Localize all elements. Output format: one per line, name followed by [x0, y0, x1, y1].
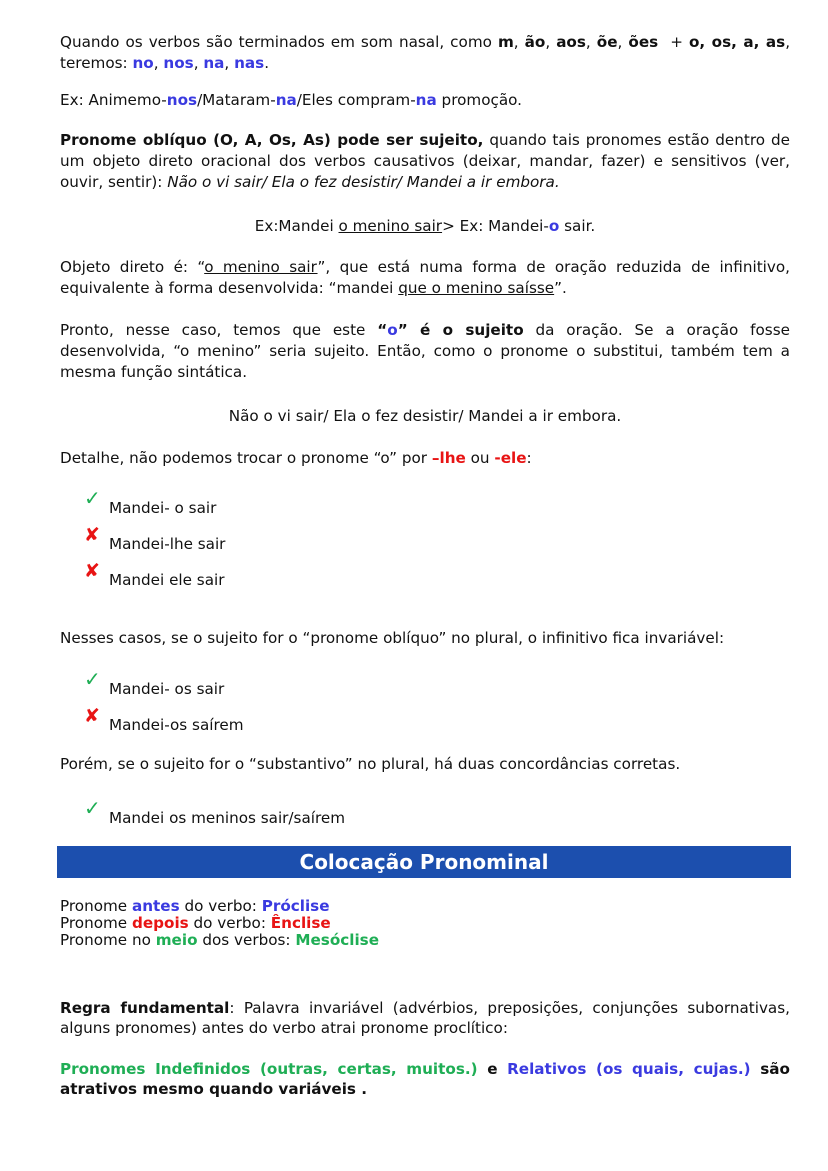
- list-item: ✘ Mandei-lhe sair: [84, 524, 226, 553]
- examples-list-1: [60, 486, 790, 600]
- mesoclise-line: Pronome no meio dos verbos: Mesóclise: [60, 931, 380, 949]
- example-nasal: Ex: Animemo-nos/Mataram-na/Eles compram-na promoção.: [60, 91, 523, 109]
- subject-explanation-paragraph: Pronto, nesse caso, temos que este “o” é o sujeito da oração. Se a oração fosse desenvolvida, “o menino” seria sujeito. Então, como o pronome o substitui, também tem a mesma função sintática.: [60, 321, 790, 381]
- list-item: ✓ Mandei os meninos sair/saírem: [84, 796, 346, 827]
- checkmark-icon: ✓: [84, 486, 101, 510]
- checkmark-icon: ✓: [84, 667, 101, 691]
- cross-icon: ✘: [84, 524, 100, 546]
- examples-list-2: [60, 667, 790, 745]
- examples-list-3: [60, 796, 790, 838]
- section-title-banner: Colocação Pronominal: [57, 846, 791, 878]
- attractive-pronouns: Pronomes Indefinidos (outras, certas, muitos.) e Relativos (os quais, cujas.) são atrativos mesmo quando variáveis .: [60, 1060, 790, 1098]
- list-item: ✓ Mandei- os sair: [84, 667, 225, 698]
- cross-icon: ✘: [84, 560, 100, 582]
- direct-object-paragraph: Objeto direto é: “o menino sair”, que está numa forma de oração reduzida de infinitivo, equivalente à forma desenvolvida: “mandei que o menino saísse”.: [60, 258, 790, 297]
- centered-examples: Não o vi sair/ Ela o fez desistir/ Mandei a ir embora.: [228, 407, 622, 425]
- nasal-verbs-paragraph: Quando os verbos são terminados em som nasal, como m, ão, aos, õe, ões + o, os, a, as, teremos: no, nos, na, nas.: [60, 33, 791, 72]
- example-mandei: Ex:Mandei o menino sair> Ex: Mandei-o sair.: [254, 217, 596, 235]
- list-item: ✓ Mandei- o sair: [84, 486, 217, 517]
- checkmark-icon: ✓: [84, 796, 101, 820]
- oblique-subject-paragraph: Pronome oblíquo (O, A, Os, As) pode ser sujeito, quando tais pronomes estão dentro de um objeto direto oracional dos verbos causativos (deixar, mandar, fazer) e sensitivos (ver, ouvir, sentir): Não o vi sair/ Ela o fez desistir/ Mandei a ir embora.: [60, 131, 790, 191]
- placement-definitions: [60, 898, 379, 949]
- proclise-line: Pronome antes do verbo: Próclise: [60, 897, 330, 915]
- enclise-line: Pronome depois do verbo: Ênclise: [60, 914, 331, 932]
- plural-note: Nesses casos, se o sujeito for o “pronome oblíquo” no plural, o infinitivo fica invariável:: [60, 629, 725, 647]
- list-item: ✘ Mandei ele sair: [84, 560, 225, 589]
- fundamental-rule: Regra fundamental: Palavra invariável (advérbios, preposições, conjunções subornativas, alguns pronomes) antes do verbo atrai pronome proclítico:: [60, 999, 790, 1037]
- detail-note: Detalhe, não podemos trocar o pronome “o” por –lhe ou -ele:: [60, 449, 532, 467]
- list-item: ✘ Mandei-os saírem: [84, 705, 244, 734]
- cross-icon: ✘: [84, 705, 100, 727]
- substantive-note: Porém, se o sujeito for o “substantivo” no plural, há duas concordâncias corretas.: [60, 755, 681, 773]
